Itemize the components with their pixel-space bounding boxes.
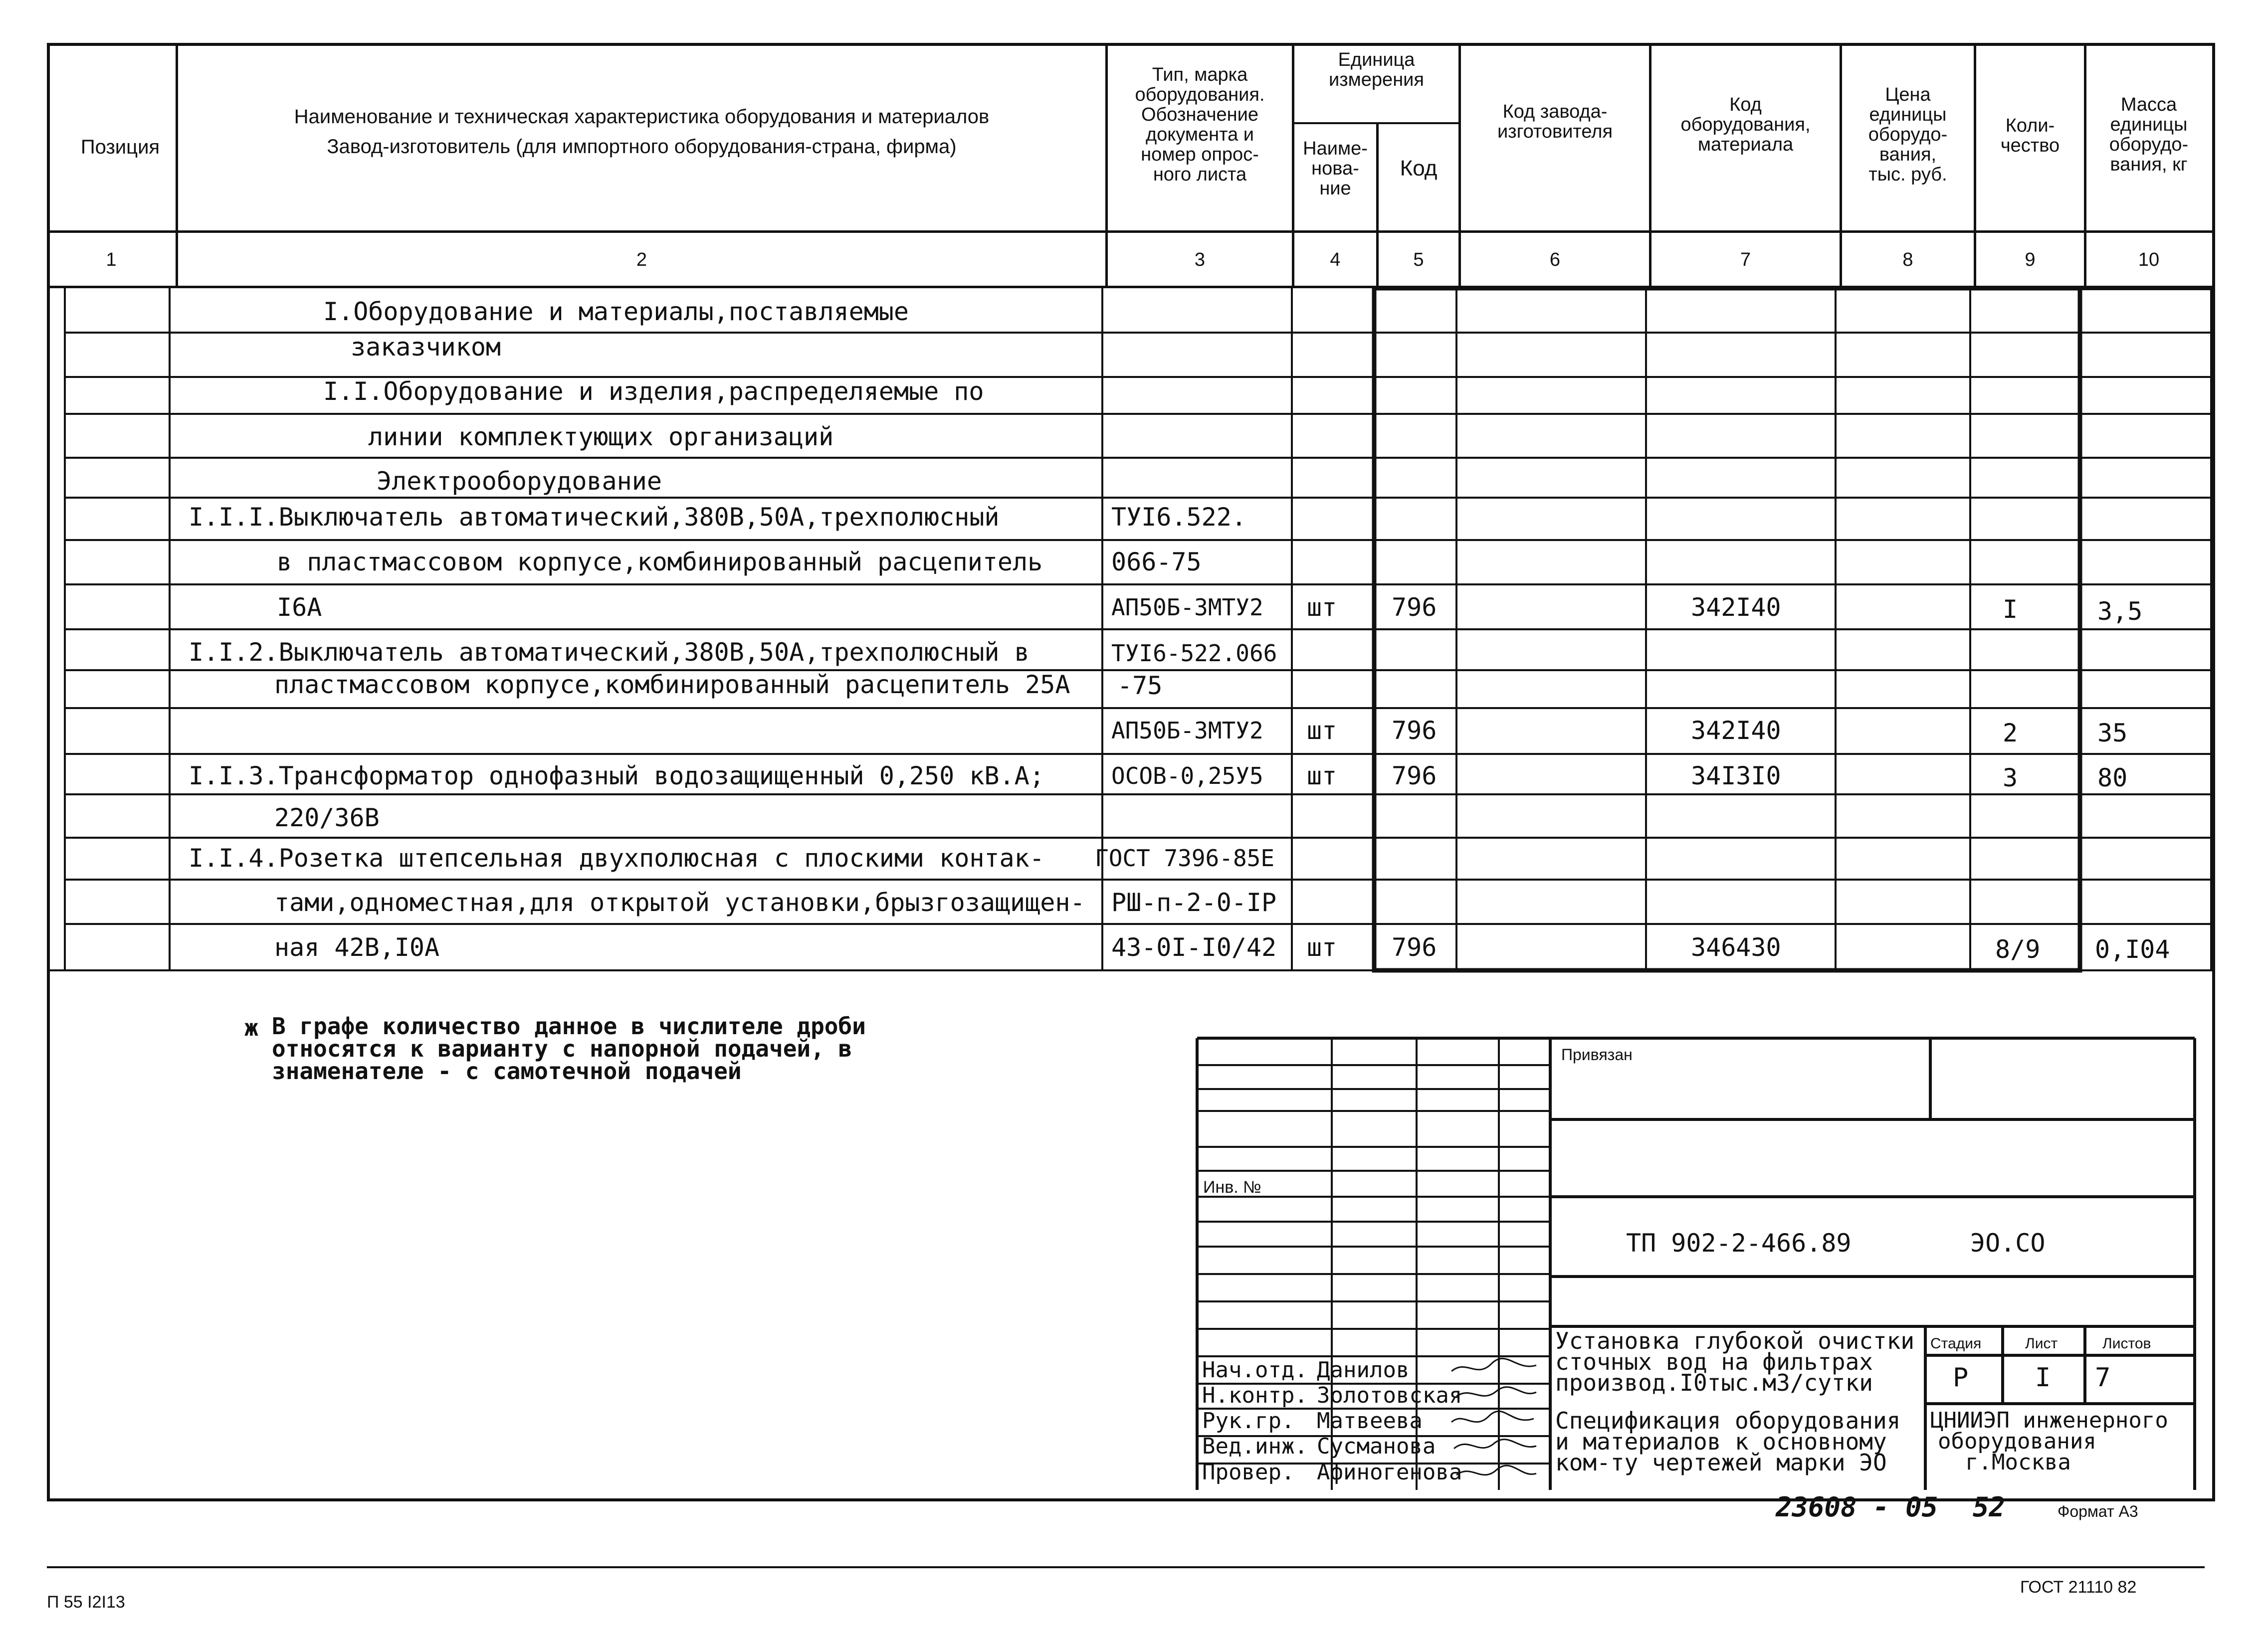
row-6-name: I.I.I.Выключатель автоматический,380В,50А,трехполюсный: [189, 503, 1000, 532]
colnum-4: 4: [1330, 249, 1341, 270]
person-4: Сусманова: [1317, 1434, 1436, 1459]
header-mass-l3: оборудо-: [2109, 134, 2189, 155]
row-16-unit: шт: [1307, 933, 1337, 962]
row-2-name: заказчиком: [351, 333, 501, 362]
colnum-3: 3: [1194, 249, 1206, 270]
row-9-name: I.I.2.Выключатель автоматический,380В,50А,трехполюсный в: [189, 638, 1030, 667]
person-3: Матвеева: [1317, 1408, 1423, 1434]
spec-line2: и материалов к основному: [1555, 1428, 1887, 1455]
footnote-line1: В графе количество данное в числителе дроби: [272, 1013, 866, 1040]
header-price-l4: вания,: [1879, 144, 1937, 165]
header-name-line1: Наименование и техническая характеристика оборудования и материалов: [294, 106, 990, 128]
role-1: Нач.отд.: [1202, 1357, 1308, 1383]
title-line2: сточных вод на фильтрах: [1555, 1348, 1873, 1375]
row-10-name: пластмассовом корпусе,комбинированный расцепитель 25А: [274, 670, 1070, 699]
person-5: Афиногенова: [1317, 1460, 1462, 1485]
row-10-type: -75: [1117, 671, 1163, 700]
row-4-name: линии комплектующих организаций: [368, 422, 834, 451]
row-8-name: I6А: [277, 593, 322, 622]
header-unit-name-l2: нова-: [1311, 158, 1359, 179]
colnum-1: 1: [106, 249, 117, 270]
header-mass-l2: единицы: [2110, 114, 2188, 135]
header-type-l5: номер опрос-: [1141, 144, 1259, 165]
row-6-type: ТУI6.522.: [1111, 503, 1246, 532]
row-8-qty: I: [2003, 595, 2018, 624]
signature-scribbles: [1446, 1356, 1546, 1491]
person-1: Данилов: [1317, 1357, 1410, 1383]
colnum-9: 9: [2025, 249, 2036, 270]
format-label: Формат А3: [2058, 1502, 2138, 1520]
role-4: Вед.инж.: [1202, 1434, 1308, 1459]
header-price-l1: Цена: [1885, 84, 1931, 105]
row-16-type: 43-0I-I0/42: [1111, 933, 1277, 962]
row-16-code: 796: [1392, 933, 1437, 962]
sheet-label: Лист: [2025, 1335, 2058, 1352]
colnum-7: 7: [1740, 249, 1751, 270]
row-12-mat: 34I3I0: [1691, 761, 1781, 790]
inv-no-label: Инв. №: [1203, 1178, 1261, 1197]
row-12-code: 796: [1392, 761, 1437, 790]
header-type-l1: Тип, марка: [1152, 64, 1248, 85]
header-unit-name-l1: Наиме-: [1303, 138, 1368, 159]
person-2: Золотовская: [1317, 1383, 1462, 1408]
stage-label: Стадия: [1930, 1335, 1982, 1352]
left-code: П 55 I2I13: [47, 1593, 125, 1612]
row-8-type: АП50Б-3МТУ2: [1111, 594, 1263, 621]
header-price-l5: тыс. руб.: [1868, 164, 1947, 185]
row-8-unit: шт: [1307, 593, 1337, 622]
row-16-mass: 0,I04: [2095, 935, 2170, 964]
row-11-code: 796: [1392, 716, 1437, 745]
sheets-label: Листов: [2102, 1335, 2151, 1352]
header-position: Позиция: [80, 136, 160, 158]
header-unit-name-l3: ние: [1319, 178, 1351, 199]
header-type-l4: документа и: [1145, 124, 1254, 145]
right-code: ГОСТ 21110 82: [2020, 1578, 2137, 1597]
header-qty-l2: чество: [2000, 135, 2060, 156]
row-14-type: ГОСТ 7396-85Е: [1095, 845, 1275, 872]
row-7-name: в пластмассовом корпусе,комбинированный расцепитель: [277, 548, 1043, 576]
row-15-type: РШ-п-2-0-IР: [1111, 888, 1277, 917]
header-factory-l2: изготовителя: [1497, 121, 1613, 142]
role-2: Н.контр.: [1202, 1383, 1308, 1408]
row-14-name: I.I.4.Розетка штепсельная двухполюсная с плоскими контак-: [189, 844, 1044, 873]
org-line2: оборудования: [1938, 1429, 2096, 1454]
title-line1: Установка глубокой очистки: [1555, 1327, 1915, 1354]
colnum-2: 2: [636, 249, 647, 270]
row-16-mat: 346430: [1691, 933, 1781, 962]
row-8-mat: 342I40: [1691, 593, 1781, 622]
page-number: 52: [1973, 1491, 2006, 1523]
title-line3: производ.I0тыс.м3/сутки: [1555, 1369, 1873, 1396]
row-3-name: I.I.Оборудование и изделия,распределяемые по: [323, 377, 984, 406]
row-1-name: I.Оборудование и материалы,поставляемые: [323, 297, 909, 326]
org-line1: ЦНИИЭП инженерного: [1930, 1408, 2168, 1433]
privyazan-label: Привязан: [1561, 1046, 1633, 1064]
row-7-type: 066-75: [1111, 548, 1202, 576]
row-9-type: ТУI6-522.066: [1111, 640, 1277, 667]
colnum-8: 8: [1902, 249, 1913, 270]
header-price-l2: единицы: [1869, 104, 1947, 125]
header-unit-l1: Единица: [1338, 49, 1415, 70]
footnote-line3: знаменателе - с самотечной подачей: [272, 1058, 742, 1085]
header-equip-l1: Код: [1729, 94, 1762, 115]
role-3: Рук.гр.: [1202, 1408, 1295, 1434]
row-12-qty: 3: [2003, 763, 2018, 792]
colnum-6: 6: [1549, 249, 1561, 270]
org-line3: г.Москва: [1965, 1450, 2071, 1475]
row-11-qty: 2: [2003, 719, 2018, 747]
sheets-value: 7: [2095, 1363, 2111, 1393]
header-mass-l1: Масса: [2120, 94, 2177, 115]
row-5-name: Электрооборудование: [377, 467, 662, 496]
row-12-unit: шт: [1307, 761, 1337, 790]
doc-mark: ЭО.СО: [1970, 1229, 2046, 1258]
header-unit-code: Код: [1400, 156, 1438, 181]
row-15-name: тами,одноместная,для открытой установки,брызгозащищен-: [274, 888, 1085, 917]
stamp-number: 23608 - 05: [1776, 1491, 1938, 1523]
colnum-10: 10: [2138, 249, 2160, 270]
header-name-line2: Завод-изготовитель (для импортного оборудования-страна, фирма): [327, 136, 957, 158]
sheet-value: I: [2035, 1363, 2051, 1393]
header-type-l2: оборудования.: [1135, 84, 1265, 105]
row-13-name: 220/36В: [274, 803, 380, 832]
row-11-type: АП50Б-3МТУ2: [1111, 717, 1263, 744]
row-12-name: I.I.3.Трансформатор однофазный водозащищенный 0,250 кВ.А;: [189, 761, 1044, 790]
role-5: Провер.: [1202, 1460, 1295, 1485]
header-equip-l2: оборудования,: [1680, 114, 1811, 135]
row-16-name: ная 42В,I0А: [274, 933, 440, 962]
row-12-mass: 80: [2097, 763, 2128, 792]
header-price-l3: оборудо-: [1868, 124, 1948, 145]
header-qty-l1: Коли-: [2005, 115, 2055, 136]
stage-value: Р: [1953, 1363, 1969, 1393]
spec-line3: ком-ту чертежей марки ЭО: [1555, 1449, 1887, 1476]
row-11-mat: 342I40: [1691, 716, 1781, 745]
doc-code: ТП 902-2-466.89: [1626, 1229, 1852, 1258]
header-type-l6: ного листа: [1153, 164, 1247, 185]
footnote-line2: относятся к варианту с напорной подачей, в: [272, 1035, 852, 1062]
footnote-star: ж: [244, 1014, 258, 1041]
header-mass-l4: вания, кг: [2110, 154, 2188, 175]
colnum-5: 5: [1413, 249, 1424, 270]
row-16-qty: 8/9: [1995, 935, 2041, 964]
header-factory-l1: Код завода-: [1502, 101, 1608, 122]
header-unit-l2: измерения: [1329, 69, 1424, 90]
row-8-mass: 3,5: [2097, 597, 2143, 626]
row-11-unit: шт: [1307, 716, 1337, 745]
row-8-code: 796: [1392, 593, 1437, 622]
spec-line1: Спецификация оборудования: [1555, 1407, 1901, 1434]
header-type-l3: Обозначение: [1141, 104, 1258, 125]
row-12-type: ОСОВ-0,25У5: [1111, 762, 1263, 789]
row-11-mass: 35: [2097, 719, 2128, 747]
header-equip-l3: материала: [1697, 134, 1794, 155]
